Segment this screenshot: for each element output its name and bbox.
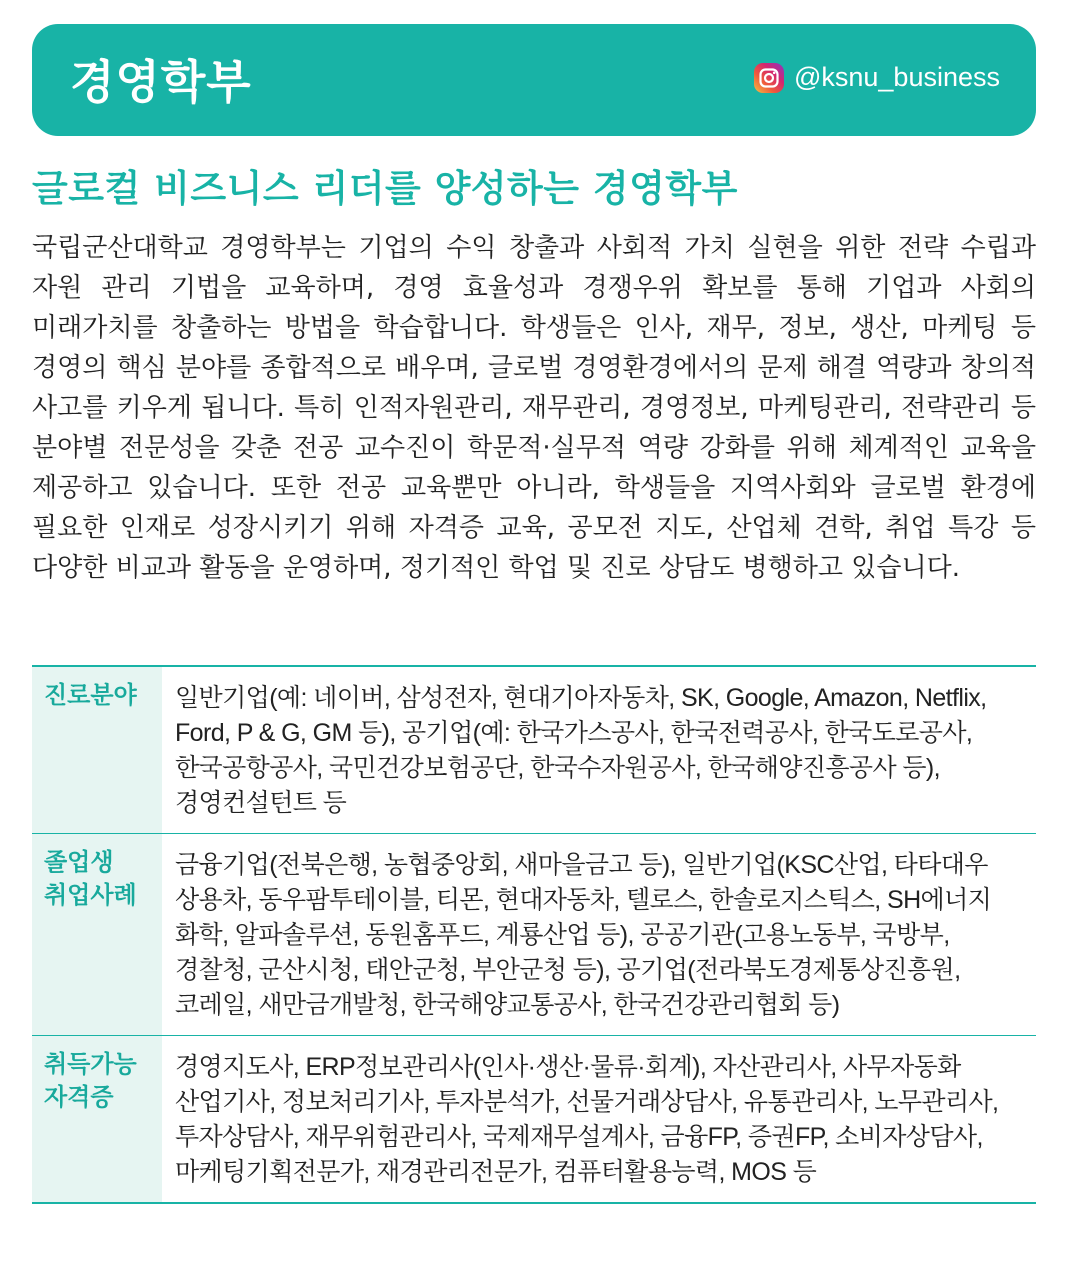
department-title: 경영학부 bbox=[70, 55, 252, 109]
career-content bbox=[162, 667, 1036, 833]
career-label-text: 진로분야 bbox=[44, 681, 137, 709]
instagram-link[interactable] bbox=[754, 62, 1000, 93]
certificates-label bbox=[32, 1036, 162, 1202]
instagram-icon bbox=[754, 63, 784, 93]
certificates-content bbox=[162, 1036, 1036, 1202]
employment-row bbox=[32, 833, 1036, 1035]
career-line: 한국공항공사, 국민건강보험공단, 한국수자원공사, 한국해양진흥공사 등), bbox=[175, 754, 940, 782]
certificate-line: 산업기사, 정보처리기사, 투자분석가, 선물거래상담사, 유통관리사, 노무관리사, bbox=[175, 1088, 999, 1116]
career-line: 경영컨설턴트 등 bbox=[175, 789, 347, 817]
certificates-row bbox=[32, 1035, 1036, 1202]
career-row bbox=[32, 667, 1036, 833]
employment-line: 화학, 알파솔루션, 동원홈푸드, 계룡산업 등), 공공기관(고용노동부, 국방부, bbox=[175, 921, 950, 949]
employment-line: 경찰청, 군산시청, 태안군청, 부안군청 등), 공기업(전라북도경제통상진흥원, bbox=[175, 956, 961, 984]
employment-label bbox=[32, 834, 162, 1035]
employment-label-line1: 졸업생 bbox=[44, 848, 114, 876]
certificate-line: 경영지도사, ERP정보관리사(인사·생산·물류·회계), 자산관리사, 사무자동화 bbox=[175, 1053, 961, 1081]
info-table bbox=[32, 665, 1036, 1204]
certificates-label-line1: 취득가능 bbox=[44, 1050, 137, 1078]
employment-line: 코레일, 새만금개발청, 한국해양교통공사, 한국건강관리협회 등) bbox=[175, 991, 840, 1019]
employment-content bbox=[162, 834, 1036, 1035]
section-headline: 글로컬 비즈니스 리더를 양성하는 경영학부 bbox=[32, 167, 738, 210]
career-label bbox=[32, 667, 162, 833]
employment-label-line2: 취업사례 bbox=[44, 881, 137, 909]
employment-line: 금융기업(전북은행, 농협중앙회, 새마을금고 등), 일반기업(KSC산업, 타타대우 bbox=[175, 851, 988, 879]
intro-paragraph: 국립군산대학교 경영학부는 기업의 수익 창출과 사회적 가치 실현을 위한 전략 수립과 자원 관리 기법을 교육하며, 경영 효율성과 경쟁우위 확보를 통해 기업과 사회의 미래가치를 창출하는 방법을 학습합니다. 학생들은 인사, 재무, 정보, 생산, 마케팅 등 경영의 핵심 분야를 종합적으로 배우며, 글로벌 경영환경에서의 문제 해결 역량과 창의적 사고를 키우게 됩니다. 특히 인적자원관리, 재무관리, 경영정보, 마케팅관리, 전략관리 등 분야별 전문성을 갖춘 전공 교수진이 학문적·실무적 역량 강화를 위해 체계적인 교육을 제공하고 있습니다. 또한 전공 교육뿐만 아니라, 학생들을 지역사회와 글로벌 환경에 필요한 인재로 성장시키기 위해 자격증 교육, 공모전 지도, 산업체 견학, 취업 특강 등 다양한 비교과 활동을 운영하며, 정기적인 학업 및 진로 상담도 병행하고 있습니다. bbox=[32, 233, 1036, 583]
header-banner bbox=[32, 24, 1036, 136]
instagram-handle: @ksnu_business bbox=[793, 62, 1000, 92]
career-line: Ford, P & G, GM 등), 공기업(예: 한국가스공사, 한국전력공사, 한국도로공사, bbox=[175, 719, 973, 747]
certificates-label-line2: 자격증 bbox=[44, 1083, 114, 1111]
certificate-line: 투자상담사, 재무위험관리사, 국제재무설계사, 금융FP, 증권FP, 소비자상담사, bbox=[175, 1123, 983, 1151]
career-line: 일반기업(예: 네이버, 삼성전자, 현대기아자동차, SK, Google, Amazon, Netflix, bbox=[175, 684, 987, 712]
employment-line: 상용차, 동우팜투테이블, 티몬, 현대자동차, 텔로스, 한솔로지스틱스, SH에너지 bbox=[175, 886, 992, 914]
certificate-line: 마케팅기획전문가, 재경관리전문가, 컴퓨터활용능력, MOS 등 bbox=[175, 1158, 817, 1186]
